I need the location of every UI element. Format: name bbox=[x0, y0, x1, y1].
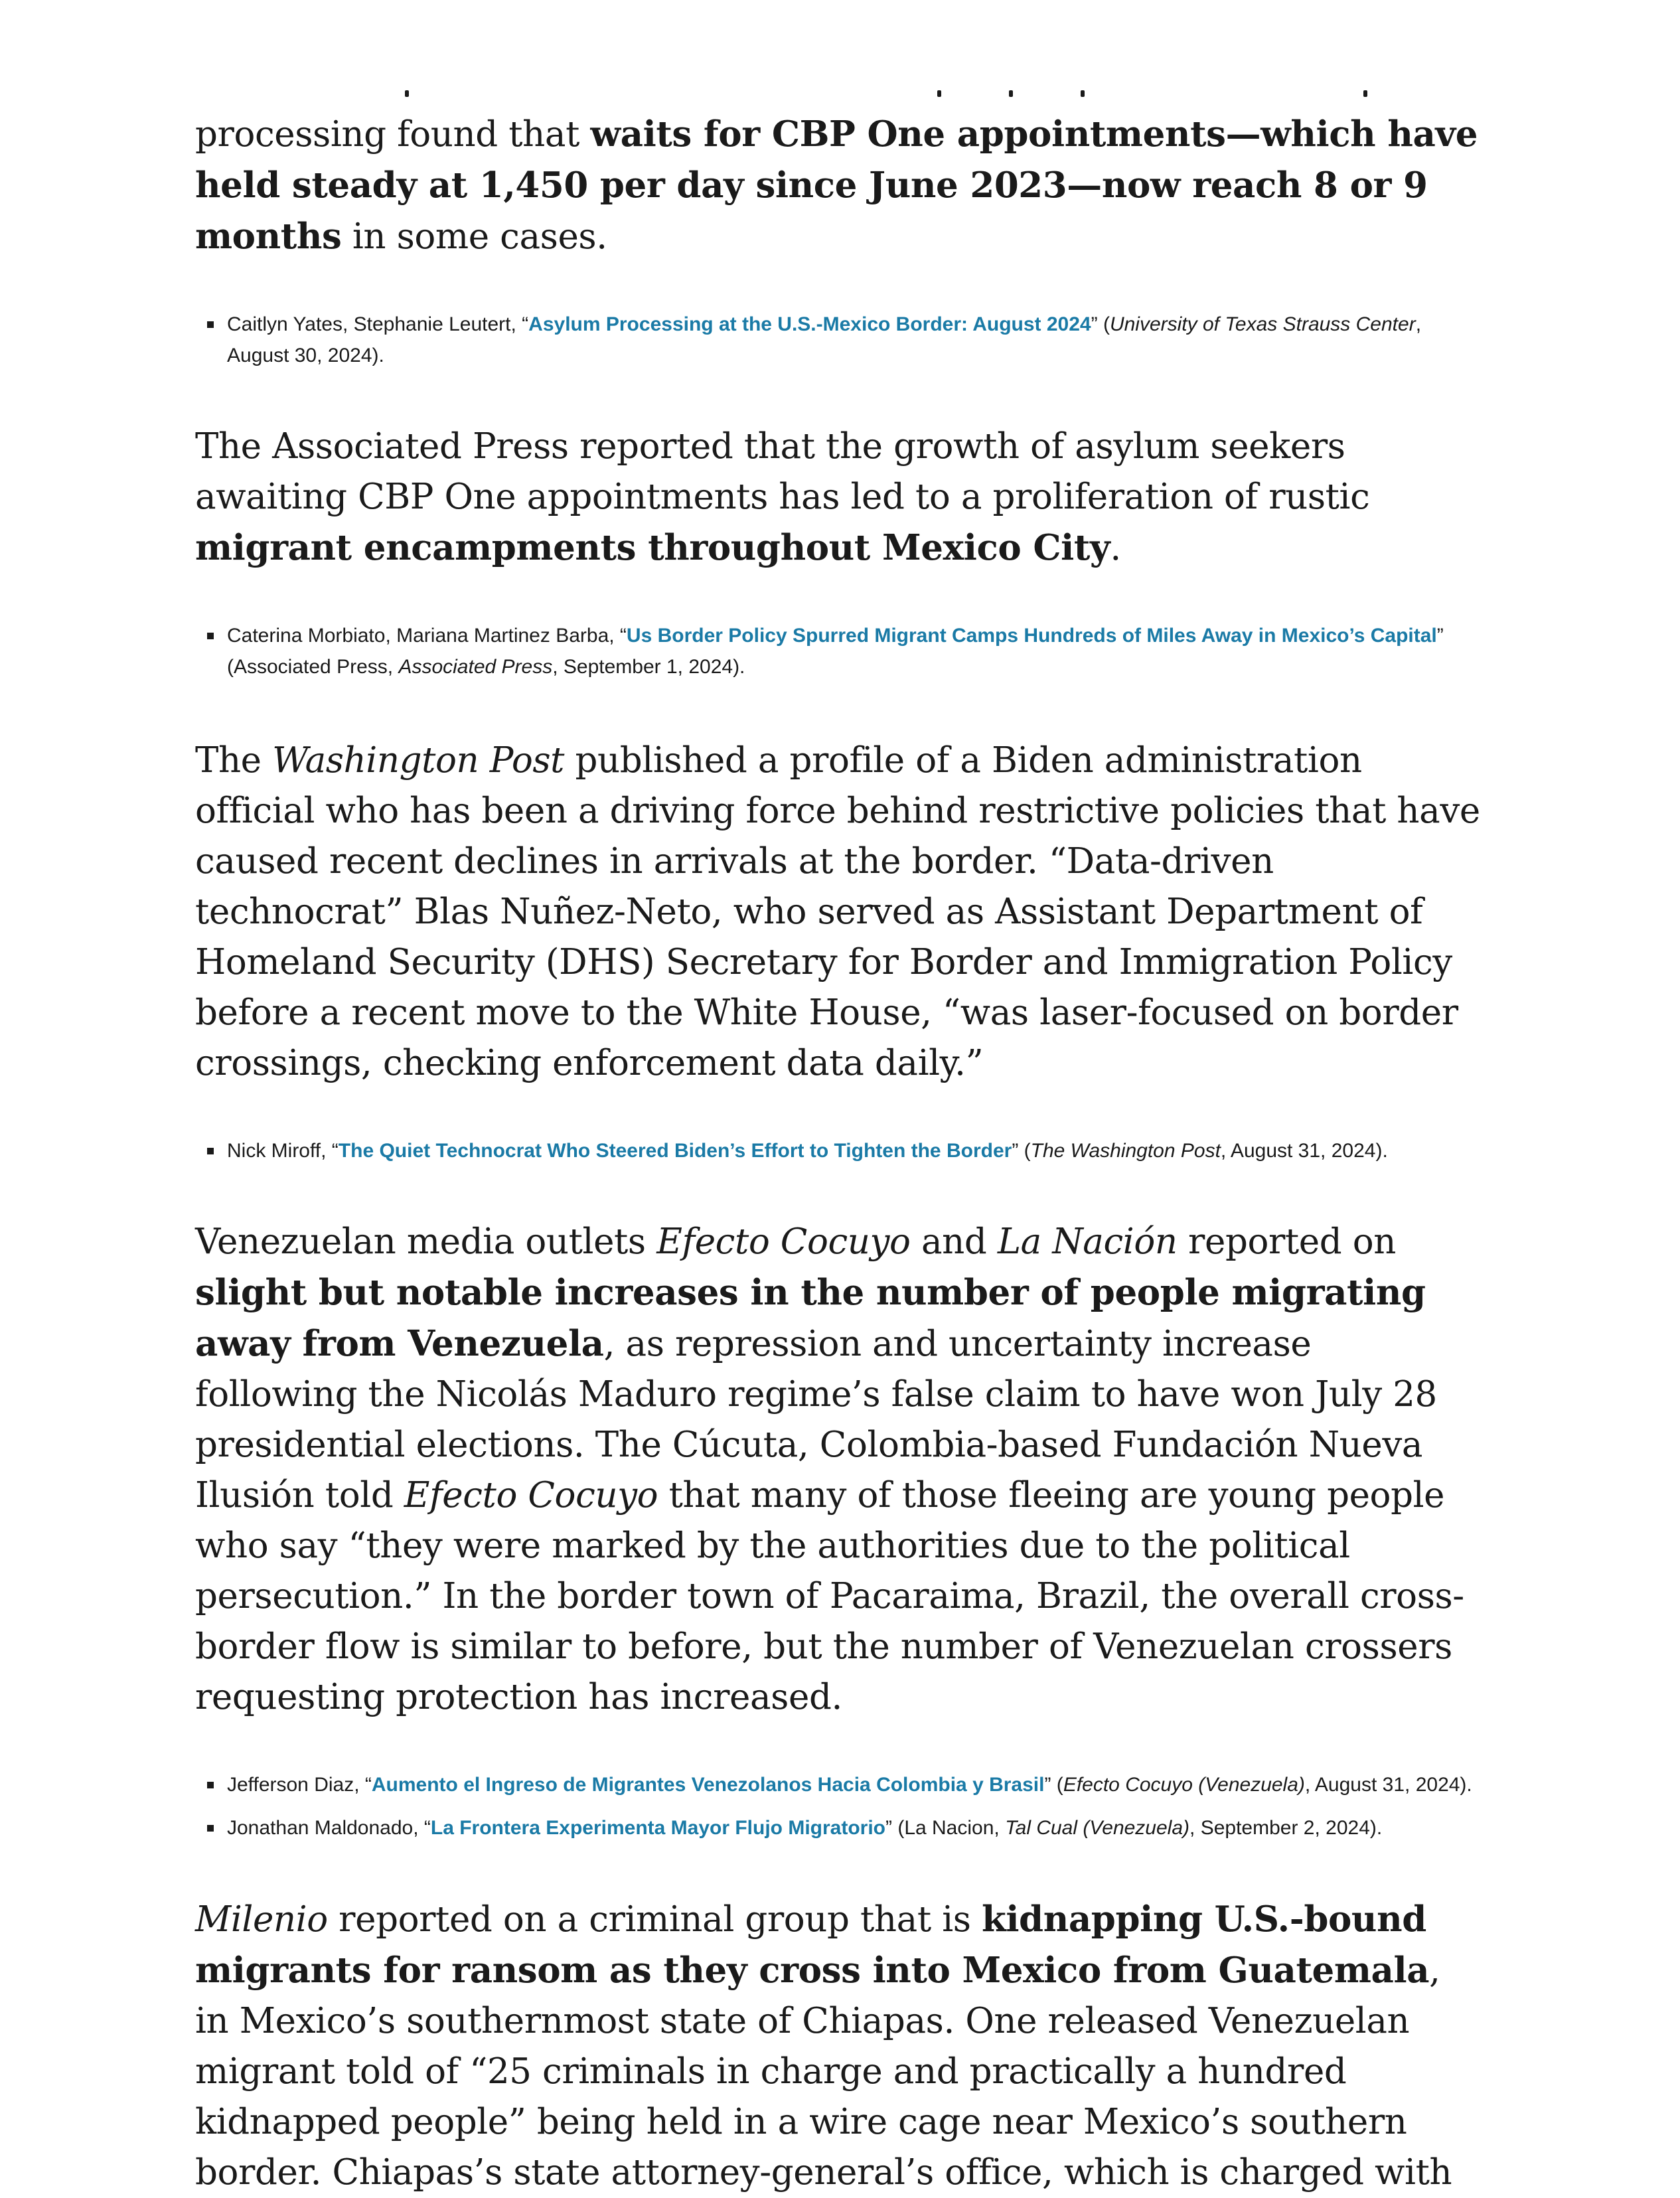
title-italic: The Washington Post bbox=[1030, 1140, 1221, 1162]
text-run: , August 30, 2024). bbox=[227, 313, 1422, 366]
clipped-glyph bbox=[1081, 90, 1085, 97]
text-run: published a profile of a Biden administration official who has been a driving force behind restrictive policies that have caused recent declines in arrivals at the border. “Data-driven technocrat” Blas Nuñez-Neto, who served as Assistant Department of Homeland Security (DHS) Secretary for Border and Immigration Policy before a recent move to the White House, “was laser-focused on border crossings, checking enforcement data daily.” bbox=[195, 740, 1480, 1083]
text-run: in some cases. bbox=[341, 216, 607, 257]
source-link[interactable]: La Frontera Experimenta Mayor Flujo Migratorio bbox=[430, 1817, 885, 1839]
block-4 bbox=[195, 1894, 1483, 2198]
block-0 bbox=[195, 109, 1483, 371]
title-italic: Tal Cual (Venezuela) bbox=[1005, 1817, 1190, 1839]
source-list bbox=[195, 309, 1483, 371]
emphasis-bold: slight but notable increases in the number of people migrating away from Venezuela bbox=[195, 1272, 1426, 1364]
text-run: reported on bbox=[1177, 1221, 1396, 1262]
text-run: Venezuelan media outlets bbox=[195, 1221, 657, 1262]
source-list bbox=[195, 1135, 1483, 1166]
text-run: , August 31, 2024). bbox=[1220, 1140, 1388, 1162]
text-run: , as repression and uncertainty increase following the Nicolás Maduro regime’s false claim to have won July 28 presidential elections. The Cúcuta, Colombia-based Fundación Nueva Ilusión told bbox=[195, 1324, 1437, 1516]
text-run: processing found that bbox=[195, 114, 591, 155]
source-link[interactable]: Asylum Processing at the U.S.-Mexico Border: August 2024 bbox=[528, 313, 1091, 335]
title-italic: Milenio bbox=[195, 1899, 328, 1940]
source-list bbox=[195, 1769, 1483, 1844]
paragraph bbox=[195, 1894, 1483, 2198]
source-link[interactable]: The Quiet Technocrat Who Steered Biden’s Effort to Tighten the Border bbox=[338, 1140, 1012, 1162]
title-italic: Efecto Cocuyo (Venezuela) bbox=[1063, 1774, 1305, 1796]
clipped-previous-line bbox=[195, 0, 1483, 113]
source-citation bbox=[195, 620, 1483, 682]
text-run: ” (La Nacion, bbox=[885, 1817, 1006, 1839]
paragraph bbox=[195, 736, 1483, 1089]
text-run: ” ( bbox=[1044, 1774, 1063, 1796]
clipped-glyph bbox=[405, 90, 409, 97]
title-italic: Washington Post bbox=[272, 740, 565, 781]
text-run: and bbox=[910, 1221, 998, 1262]
clipped-glyph bbox=[1009, 90, 1013, 97]
text-run: The bbox=[195, 740, 273, 781]
source-citation bbox=[195, 1769, 1483, 1800]
emphasis-bold: migrant encampments throughout Mexico City bbox=[195, 527, 1110, 568]
source-citation bbox=[195, 1812, 1483, 1844]
paragraph bbox=[195, 1217, 1483, 1723]
block-3 bbox=[195, 1217, 1483, 1844]
text-run: , September 1, 2024). bbox=[552, 656, 745, 678]
text-run: Jefferson Diaz, “ bbox=[227, 1774, 372, 1796]
emphasis-bold: kidnapping U.S.-bound migrants for ransom as they cross into Mexico from Guatemala bbox=[195, 1899, 1430, 1991]
source-link[interactable]: Us Border Policy Spurred Migrant Camps Hundreds of Miles Away in Mexico’s Capital bbox=[626, 625, 1437, 647]
text-run: . bbox=[1110, 528, 1121, 568]
paragraph bbox=[195, 109, 1483, 262]
text-run: ” (Associated Press, bbox=[227, 625, 1444, 678]
emphasis-bold: waits for CBP One appointments—which have held steady at 1,450 per day since June 2023—now reach 8 or 9 months bbox=[195, 114, 1478, 257]
title-italic: Efecto Cocuyo bbox=[656, 1221, 911, 1262]
paragraph bbox=[195, 422, 1483, 574]
title-italic: University of Texas Strauss Center bbox=[1109, 313, 1416, 335]
text-run: Caterina Morbiato, Mariana Martinez Barba, “ bbox=[227, 625, 627, 647]
title-italic: La Nación bbox=[997, 1221, 1178, 1262]
clipped-glyph bbox=[937, 90, 941, 97]
source-citation bbox=[195, 1135, 1483, 1166]
article-body bbox=[195, 0, 1483, 2198]
text-run: Caitlyn Yates, Stephanie Leutert, “ bbox=[227, 313, 529, 335]
text-run: , September 2, 2024). bbox=[1189, 1817, 1383, 1839]
title-italic: Associated Press bbox=[398, 656, 553, 678]
clipped-glyph bbox=[1363, 90, 1367, 97]
block-2 bbox=[195, 736, 1483, 1166]
text-run: that many of those fleeing are young people who say “they were marked by the authorities due to the political persecution.” In the border town of Pacaraima, Brazil, the overall cross-border flow is similar to before, but the number of Venezuelan crossers requesting protection has increased. bbox=[195, 1475, 1464, 1717]
text-run: Jonathan Maldonado, “ bbox=[227, 1817, 431, 1839]
text-run: Nick Miroff, “ bbox=[227, 1140, 339, 1162]
text-run: , August 31, 2024). bbox=[1304, 1774, 1472, 1796]
text-run: The Associated Press reported that the growth of asylum seekers awaiting CBP One appointments has led to a proliferation of rustic bbox=[195, 426, 1370, 517]
text-run: ” ( bbox=[1012, 1140, 1031, 1162]
title-italic: Efecto Cocuyo bbox=[404, 1475, 658, 1516]
source-citation bbox=[195, 309, 1483, 371]
source-link[interactable]: Aumento el Ingreso de Migrantes Venezolanos Hacia Colombia y Brasil bbox=[371, 1774, 1045, 1796]
block-1 bbox=[195, 422, 1483, 682]
text-run: ” ( bbox=[1091, 313, 1110, 335]
source-list bbox=[195, 620, 1483, 682]
text-run: reported on a criminal group that is bbox=[327, 1899, 982, 1940]
text-run: , in Mexico’s southernmost state of Chiapas. One released Venezuelan migrant told of “25 criminals in charge and practically a hundred kidnapped people” being held in a wire cage near Mexico’s southern border. Chiapas’s state attorney-general’s office, which is charged with bbox=[195, 1950, 1452, 2193]
